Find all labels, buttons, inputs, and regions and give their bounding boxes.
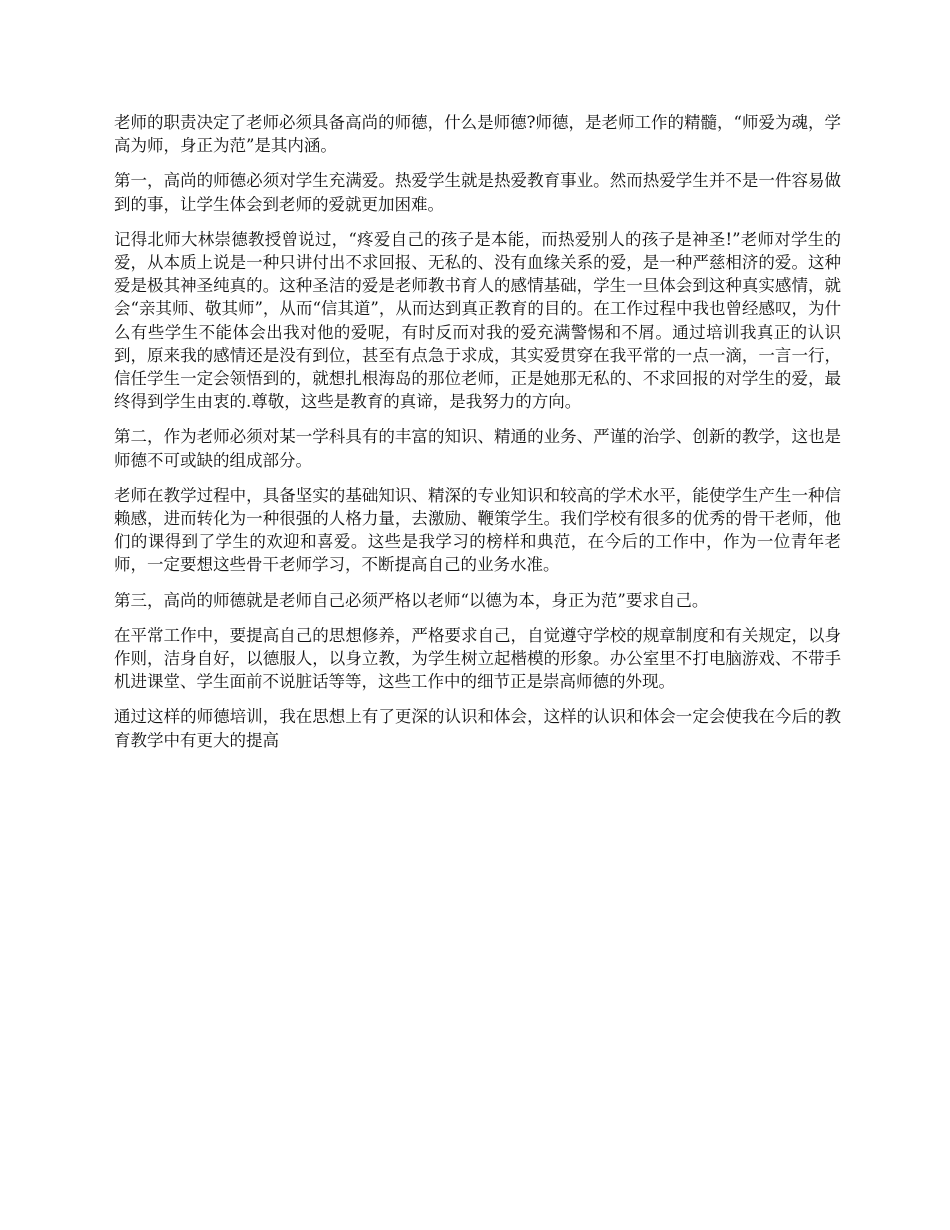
- paragraph-intro: 老师的职责决定了老师必须具备高尚的师德，什么是师德?师德，是老师工作的精髓，“师爱为魂，学高为师，身正为范”是其内涵。: [114, 113, 841, 156]
- paragraph-point-three: 第三，高尚的师德就是老师自己必须严格以老师“以德为本，身正为范”要求自己。: [114, 590, 709, 610]
- paragraph-point-one-detail: 记得北师大林崇德教授曾说过，“疼爱自己的孩子是本能，而热爱别人的孩子是神圣!”老师对学生的爱，从本质上说是一种只讲付出不求回报、无私的、没有血缘关系的爱，是一种严慈相济的爱。这种爱是极其神圣纯真的。这种圣洁的爱是老师教书育人的感情基础，学生一旦体会到这种真实感情，就会“亲其师、敬其师”，从而“信其道”，从而达到真正教育的目的。在工作过程中我也曾经感叹，为什么有些学生不能体会出我对他的爱呢，有时反而对我的爱充满警惕和不屑。通过培训我真正的认识到，原来我的感情还是没有到位，甚至有点急于求成，其实爱贯穿在我平常的一点一滴，一言一行，信任学生一定会领悟到的，就想扎根海岛的那位老师，正是她那无私的、不求回报的对学生的爱，最终得到学生由衷的.尊敬，这些是教育的真谛，是我努力的方向。: [114, 229, 841, 412]
- paragraph-conclusion: 通过这样的师德培训，我在思想上有了更深的认识和体会，这样的认识和体会一定会使我在今后的教育教学中有更大的提高: [114, 707, 841, 750]
- paragraph-point-two: 第二，作为老师必须对某一学科具有的丰富的知识、精通的业务、严谨的治学、创新的教学，这也是师德不可或缺的组成部分。: [114, 427, 841, 470]
- paragraph-point-two-detail: 老师在教学过程中，具备坚实的基础知识、精深的专业知识和较高的学术水平，能使学生产生一种信赖感，进而转化为一种很强的人格力量，去激励、鞭策学生。我们学校有很多的优秀的骨干老师，他们的课得到了学生的欢迎和喜爱。这些是我学习的榜样和典范，在今后的工作中，作为一位青年老师，一定要想这些骨干老师学习，不断提高自己的业务水准。: [114, 485, 841, 575]
- paragraph-point-one: 第一，高尚的师德必须对学生充满爱。热爱学生就是热爱教育事业。然而热爱学生并不是一件容易做到的事，让学生体会到老师的爱就更加困难。: [114, 171, 841, 214]
- document-body: [114, 111, 841, 764]
- paragraph-point-three-detail: 在平常工作中，要提高自己的思想修养，严格要求自己，自觉遵守学校的规章制度和有关规定，以身作则，洁身自好，以德服人，以身立教，为学生树立起楷模的形象。办公室里不打电脑游戏、不带手机进课堂、学生面前不说脏话等等，这些工作中的细节正是崇高师德的外现。: [114, 625, 841, 692]
